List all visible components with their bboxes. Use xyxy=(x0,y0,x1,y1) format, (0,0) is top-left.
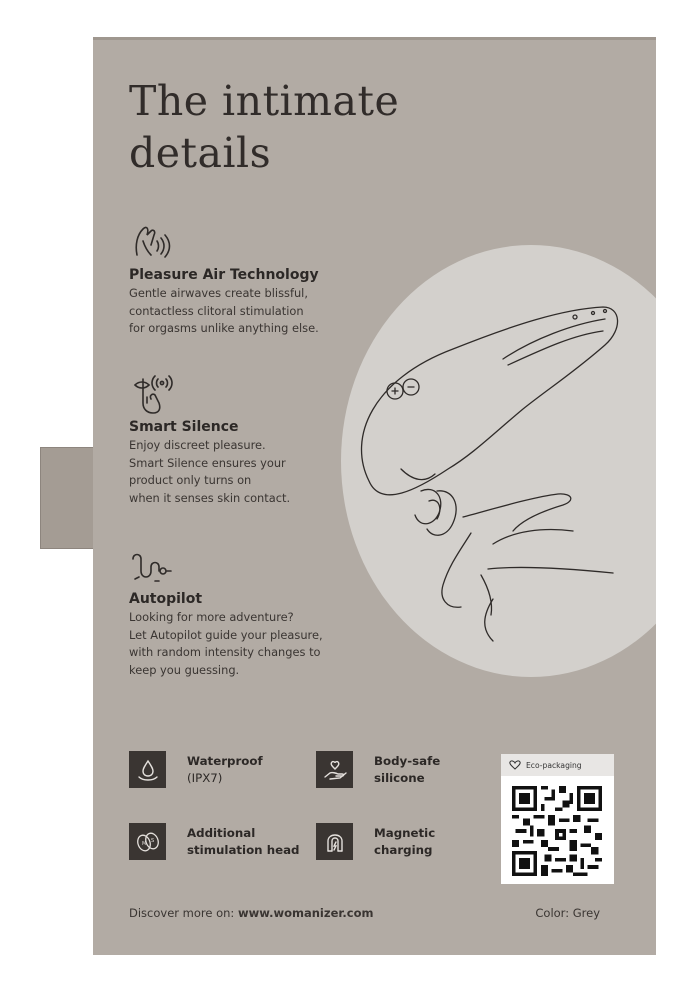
feature-pleasure-air xyxy=(129,221,389,338)
feature-smart-silence xyxy=(129,373,389,507)
feature-line: Gentle airwaves create blissful, xyxy=(129,286,308,300)
badge-label: Waterproof xyxy=(187,753,263,768)
feature-line: Enjoy discreet pleasure. xyxy=(129,438,266,452)
eco-label: Eco-packaging xyxy=(526,760,582,770)
feature-line: product only turns on xyxy=(129,473,252,487)
feature-line: when it senses skin contact. xyxy=(129,490,291,505)
feature-heading: Autopilot xyxy=(129,591,203,607)
badge-line-2: charging xyxy=(374,842,433,857)
footer-discover xyxy=(129,906,373,920)
feature-heading: Pleasure Air Technology xyxy=(129,267,319,283)
footer-color: Color: Grey xyxy=(535,906,600,920)
magnet-charging-icon xyxy=(316,823,353,860)
water-drop-icon xyxy=(129,751,166,788)
silence-finger-icon xyxy=(129,373,177,417)
heart-hand-icon xyxy=(316,751,353,788)
footer-discover-prefix: Discover more on: xyxy=(129,906,238,920)
eco-heart-icon xyxy=(508,760,522,770)
badge-line-1: Body-safe xyxy=(374,753,441,768)
badge-waterproof xyxy=(129,751,307,788)
feature-line: keep you guessing. xyxy=(129,662,240,677)
feature-line: contactless clitoral stimulation xyxy=(129,303,304,318)
stimulation-heads-icon xyxy=(129,823,166,860)
page-title xyxy=(129,75,399,179)
feature-line: with random intensity changes to xyxy=(129,645,321,659)
package-back-panel xyxy=(93,37,656,955)
svg-text:S: S xyxy=(150,837,154,844)
title-line-2: details xyxy=(129,129,272,177)
eco-packaging-card xyxy=(501,754,614,884)
feature-line: Smart Silence ensures your xyxy=(129,455,286,470)
air-wave-hand-icon xyxy=(129,221,177,265)
feature-line: Let Autopilot guide your pleasure, xyxy=(129,627,323,642)
footer-url-link[interactable]: www.womanizer.com xyxy=(237,906,374,920)
title-line-1: The intimate xyxy=(129,77,400,125)
badge-line-1: Magnetic xyxy=(374,825,436,840)
feature-autopilot xyxy=(129,545,389,679)
badge-line-2: silicone xyxy=(374,770,425,785)
badge-sub: (IPX7) xyxy=(187,770,223,785)
feature-line: for orgasms unlike anything else. xyxy=(129,321,319,335)
badge-magnetic-charging xyxy=(316,823,494,860)
svg-text:M: M xyxy=(141,840,146,847)
badge-body-safe-silicone xyxy=(316,751,494,788)
feature-line: Looking for more adventure? xyxy=(129,610,294,624)
feature-heading: Smart Silence xyxy=(129,419,239,435)
badge-additional-head xyxy=(129,823,307,860)
badge-line-2: stimulation head xyxy=(187,842,300,857)
badge-line-1: Additional xyxy=(187,825,256,840)
autopilot-path-icon xyxy=(129,545,177,589)
qr-code[interactable] xyxy=(512,786,602,876)
box-top-edge xyxy=(93,37,656,40)
